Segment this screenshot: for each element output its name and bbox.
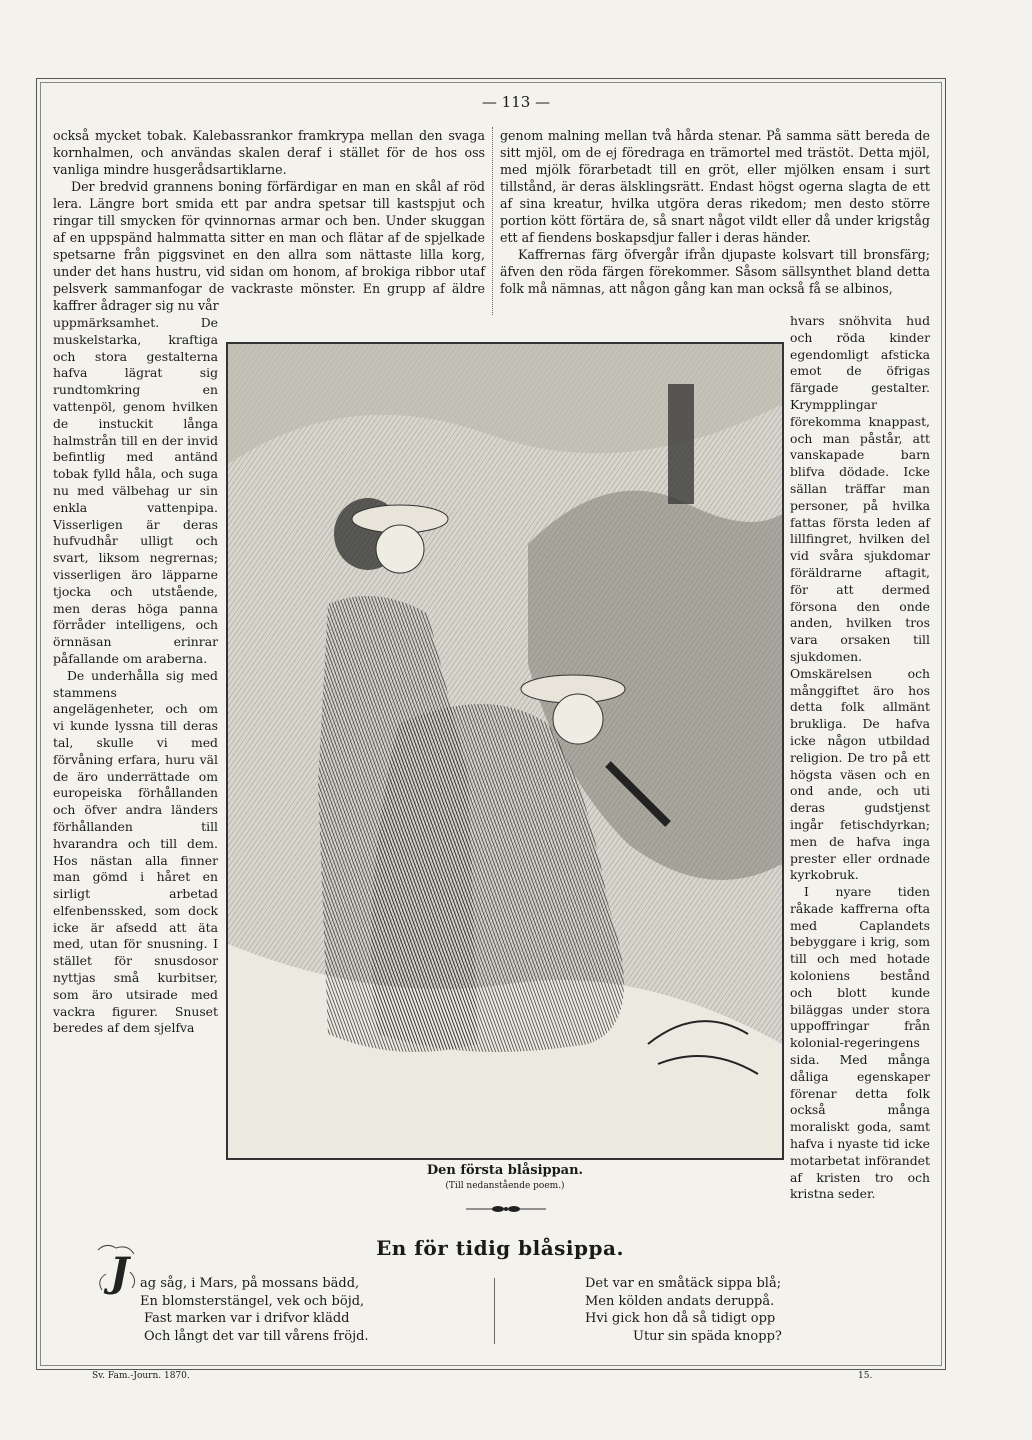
paragraph: Kaffrernas färg öfvergår ifrån djupaste kolsvart till bronsfärg; äfven den röda färgen förekommer. Såsom sällsynthet bland detta folk må nämnas, att någon gång kan man också få se albinos, <box>500 247 930 296</box>
poem-line: Hvi gick hon då så tidigt opp <box>585 1311 776 1326</box>
paragraph: De underhålla sig med stammens angelägenheter, och om vi kunde lyssna till deras tal, skulle vi med förvåning erfara, huru väl de äro underrättade om europeiska förhållanden och öfver andra länders förhållanden till hvarandra och till dem. Hos nästan alla finner man gömd i håret en sirligt arbetad elfenbenssked, som dock icke är afsedd att äta med, utan för snusning. I stället för snusdosor nyttjas små kurbitser, som äro utsirade med vackra figurer. Snuset beredes af dem sjelfva <box>53 667 218 1036</box>
engraving-image <box>228 344 782 1158</box>
poem-line: En blomsterstängel, vek och böjd, <box>140 1293 365 1309</box>
poem-line: Men kölden andats deruppå. <box>585 1293 775 1309</box>
poem-divider <box>494 1278 495 1344</box>
poem-line: Utur sin späda knopp? <box>633 1328 782 1344</box>
poem-line: Fast marken var i drifvor klädd <box>144 1311 350 1326</box>
footer-journal: Sv. Fam.-Journ. 1870. <box>92 1371 190 1381</box>
illustration-subcaption: (Till nedanstående poem.) <box>445 1181 565 1191</box>
page-number: — 113 — <box>481 93 551 111</box>
paragraph: I nyare tiden råkade kaffrerna ofta med Caplandets bebyggare i krig, som till och med hotade koloniens bestånd och blott kunde biläggas under stora uppoffringar från kolonial-regeringens sida. Med många dåliga egenskaper förenar detta folk också många moraliskt goda, samt hafva i nyaste tid icke motarbetat införandet af kristen tro och kristna seder. <box>790 884 930 1202</box>
column-divider <box>492 127 493 315</box>
poem-line: Det var en småtäck sippa blå; <box>585 1276 782 1291</box>
paragraph: Der bredvid grannens boning förfärdigar en man en skål af röd lera. Längre bort smida ett par andra spetsar till kastspjut och ringar till smycken för qvinnornas armar och ben. Under skuggan af en uppspänd halmmatta sitter en man och flätar af de spjelkade spetsarne från piggsvinet en den allra som nättaste lilla korg, under det hans hustru, vid sidan om honom, af brokiga ribbor utaf pelsverk sammanfogar de vackraste mönster. En grupp af äldre kaffrer ådrager sig nu vår <box>53 179 485 313</box>
poem-line: Och långt det var till vårens fröjd. <box>144 1328 369 1344</box>
poem-stanza-2 <box>585 1275 782 1345</box>
right-narrow-column <box>790 313 930 1203</box>
paragraph: uppmärksamhet. De muskelstarka, kraftiga och stora gestalterna hafva lägrat sig rundtomkring en vattenpöl, genom hvilken de instuckit långa halmstrån till en der invid befintlig med antänd tobak fylld håla, och suga nu med välbehag ur sin enkla vattenpipa. Visserligen är deras hufvudhår ulligt och svart, liksom negrernas; visserligen äro läpparne tjocka och utstående, men deras höga panna förråder intelligens, och örnnäsan erinrar påfallande om araberna. <box>53 315 218 666</box>
ornament-divider-icon <box>466 1204 546 1214</box>
right-column <box>500 127 930 297</box>
poem-line: ag såg, i Mars, på mossans bädd, <box>140 1276 360 1291</box>
paragraph: hvars snöhvita hud och röda kinder egendomligt afsticka emot de öfrigas färgade gestalter. Krympplingar förekomma knappast, och man påstår, att vanskapade barn blifva dödade. Icke sällan träffar man personer, på hvilka fattas första leden af lillfingret, hvilken del vid svåra sjukdomar föräldrarne aftagit, för att dermed försona den onde anden, hvilken tros vara orsaken till sjukdomen. Omskärelsen och månggiftet äro hos detta folk allmänt brukliga. De hafva icke någon utbildad religion. De tro på ett högsta väsen och en ond ande, och uti deras gudstjenst ingår fetischdyrkan; men de hafva inga prester eller ordnade kyrkobruk. <box>790 313 930 883</box>
paragraph: genom malning mellan två hårda stenar. På samma sätt bereda de sitt mjöl, om de ej föredraga en trämortel med trästöt. Detta mjöl, med mjölk förarbetadt till en gröt, eller mjölken ensam i surt tillstånd, är deras älsklingsrätt. Endast högst ogerna slagta de ett af sina kreatur, hvilka utgöra deras rikedom; men desto större portion kött förtära de, så snart något vildt eller då under krigståg ett af fiendens boskapsdjur faller i deras händer. <box>500 128 930 245</box>
left-narrow-column <box>53 315 218 1037</box>
paragraph: också mycket tobak. Kalebassrankor framkrypa mellan den svaga kornhalmen, och användas skalen deraf i stället för de hos oss vanliga mindre husgerådsartiklarne. <box>53 128 485 177</box>
footer-signature: 15. <box>858 1371 873 1381</box>
left-column <box>53 127 485 314</box>
poem-title: En för tidig blåsippa. <box>376 1236 624 1260</box>
poem-stanza-1 <box>140 1275 369 1345</box>
decorative-initial-J-icon <box>92 1240 140 1300</box>
engraving-illustration <box>226 342 784 1160</box>
svg-text:J: J <box>110 1249 129 1296</box>
illustration-caption: Den första blåsippan. <box>426 1163 584 1178</box>
